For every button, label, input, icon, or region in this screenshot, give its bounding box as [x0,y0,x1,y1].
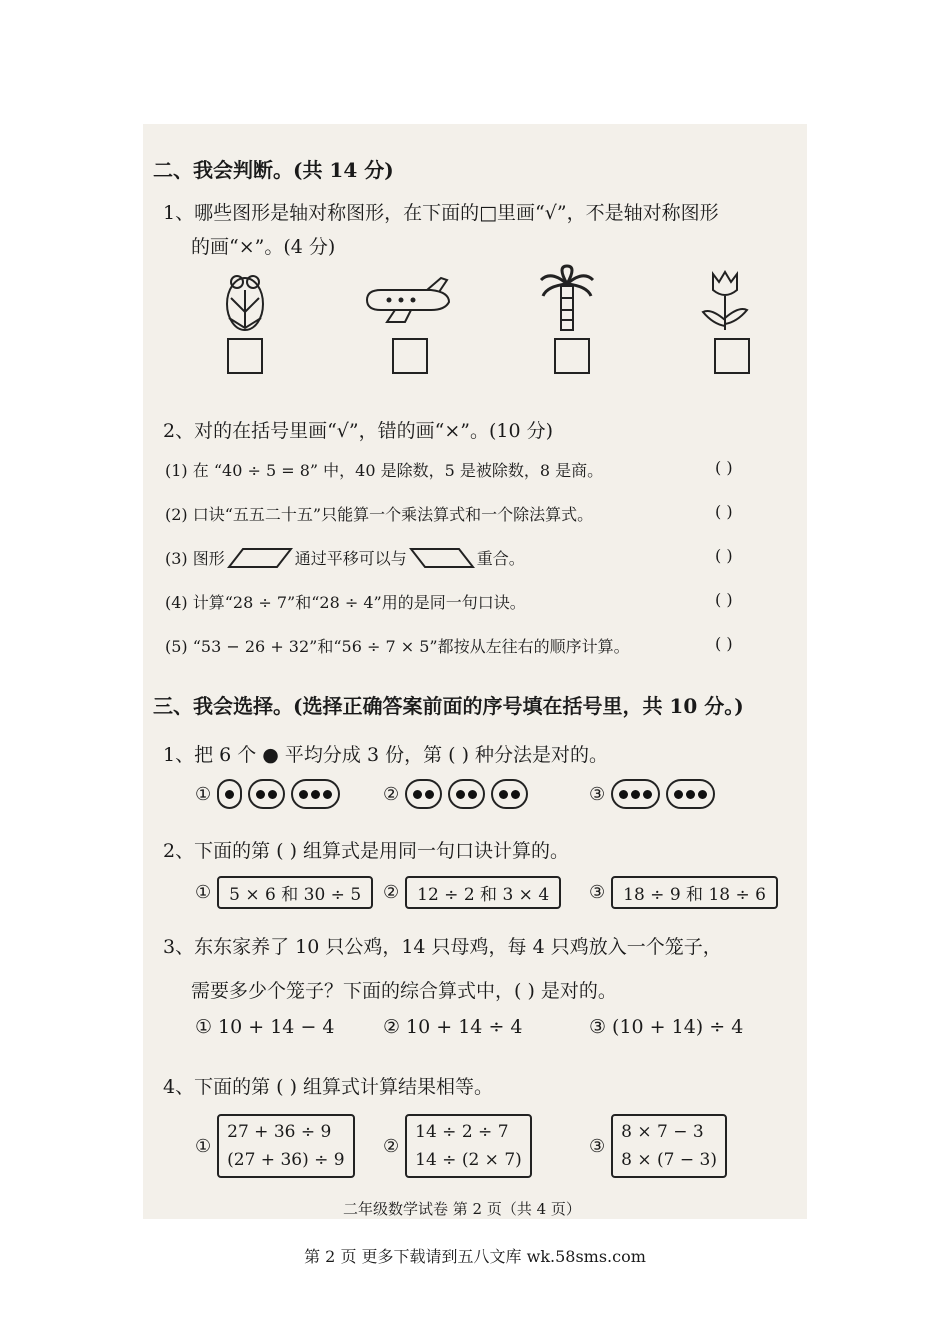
parallelogram-right-icon [409,547,475,569]
s3-q3-option-3[interactable] [589,1016,743,1038]
dot-group [217,779,242,809]
expr-line-1: 8 × 7 − 3 [621,1122,704,1142]
judge-item-3-end: 重合。 [476,549,525,568]
expr-line-1: 14 ÷ 2 ÷ 7 [415,1122,509,1142]
s3-q3-option-1[interactable] [195,1016,335,1038]
dot-group [611,779,660,809]
answer-box-1[interactable] [227,338,263,374]
option-expression-box [405,1114,532,1178]
option-number: ① [195,882,212,903]
answer-box-4[interactable] [714,338,750,374]
s3-q1-option-2[interactable] [383,779,528,809]
option-number: ③ [589,1016,607,1038]
judge-item-3-start: (3) 图形 [165,549,225,568]
option-number: ② [383,783,400,805]
s2-q1-line2: 的画“×”。(4 分) [191,236,336,258]
option-number: ② [383,882,400,903]
s3-q1-option-1[interactable] [195,779,340,809]
dot-group [291,779,340,809]
s3-q3-option-2[interactable] [383,1016,523,1038]
option-number: ③ [589,1135,606,1157]
option-expression: 10 + 14 ÷ 4 [406,1016,523,1038]
judge-item-3 [165,546,525,569]
page-footer: 第 2 页 更多下载请到五八文库 wk.58sms.com [304,1247,646,1266]
s3-q4-option-2[interactable] [383,1114,532,1178]
s3-q2-option-1[interactable] [195,876,373,909]
option-number: ① [195,1016,213,1038]
parallelogram-left-icon [227,547,293,569]
dot-group [448,779,485,809]
judge-item-4: (4) 计算“28 ÷ 7”和“28 ÷ 4”用的是同一句口诀。 [165,593,526,612]
s3-q4-option-1[interactable] [195,1114,355,1178]
option-expression-box [217,1114,354,1178]
expr-line-2: 14 ÷ (2 × 7) [415,1150,522,1170]
palm-tree-icon [537,264,597,332]
judge-paren-3[interactable]: ( ) [715,546,733,565]
judge-item-1: (1) 在 “40 ÷ 5 = 8” 中，40 是除数，5 是被除数，8 是商。 [165,461,604,480]
judge-paren-4[interactable]: ( ) [715,590,733,609]
s3-q2-option-2[interactable] [383,876,561,909]
expr-line-1: 27 + 36 ÷ 9 [227,1122,332,1142]
option-expression: 5 × 6 和 30 ÷ 5 [217,876,373,909]
answer-box-2[interactable] [392,338,428,374]
s3-q2-text: 2、下面的第 ( ) 组算式是用同一句口诀计算的。 [163,840,570,862]
dot-group [405,779,442,809]
s3-q2-option-3[interactable] [589,876,778,909]
option-number: ③ [589,882,606,903]
dot-group [248,779,285,809]
option-expression-box [611,1114,727,1178]
s3-q4-option-3[interactable] [589,1114,727,1178]
judge-item-3-mid: 通过平移可以与 [294,549,407,568]
option-number: ③ [589,783,606,805]
s3-q3-line2: 需要多少个笼子？下面的综合算式中，( ) 是对的。 [191,980,617,1002]
judge-item-5: (5) “53 − 26 + 32”和“56 ÷ 7 × 5”都按从左往右的顺序计算。 [165,637,630,656]
judge-paren-5[interactable]: ( ) [715,634,733,653]
option-number: ① [195,1135,212,1157]
s3-q3-line1: 3、东东家养了 10 只公鸡，14 只母鸡，每 4 只鸡放入一个笼子， [163,936,722,958]
expr-line-2: 8 × (7 − 3) [621,1150,717,1170]
tulip-icon [697,268,753,332]
option-expression: 12 ÷ 2 和 3 × 4 [405,876,561,909]
option-expression: 10 + 14 − 4 [218,1016,335,1038]
option-number: ② [383,1016,401,1038]
s3-q1-option-3[interactable] [589,779,715,809]
s2-q1-line1: 1、哪些图形是轴对称图形，在下面的□里画“√”，不是轴对称图形 [163,202,719,224]
option-number: ① [195,783,212,805]
expr-line-2: (27 + 36) ÷ 9 [227,1150,345,1170]
cicada-icon [217,268,273,336]
exam-footer: 二年级数学试卷 第 2 页（共 4 页） [343,1200,581,1218]
judge-paren-2[interactable]: ( ) [715,502,733,521]
option-expression: 18 ÷ 9 和 18 ÷ 6 [611,876,778,909]
judge-item-2: (2) 口诀“五五二十五”只能算一个乘法算式和一个除法算式。 [165,505,594,524]
exam-paper [143,124,807,1219]
option-number: ② [383,1135,400,1157]
airplane-icon [361,276,453,326]
section2-title: 二、我会判断。(共 14 分) [153,158,394,182]
answer-box-3[interactable] [554,338,590,374]
s3-q1-text: 1、把 6 个 ● 平均分成 3 份，第 ( ) 种分法是对的。 [163,744,609,766]
s3-q4-text: 4、下面的第 ( ) 组算式计算结果相等。 [163,1076,494,1098]
section3-title: 三、我会选择。(选择正确答案前面的序号填在括号里，共 10 分。) [153,694,744,718]
s2-q2-title: 2、对的在括号里画“√”，错的画“×”。(10 分) [163,420,554,442]
option-expression: (10 + 14) ÷ 4 [612,1016,744,1038]
dot-group [491,779,528,809]
dot-group [666,779,715,809]
judge-paren-1[interactable]: ( ) [715,458,733,477]
